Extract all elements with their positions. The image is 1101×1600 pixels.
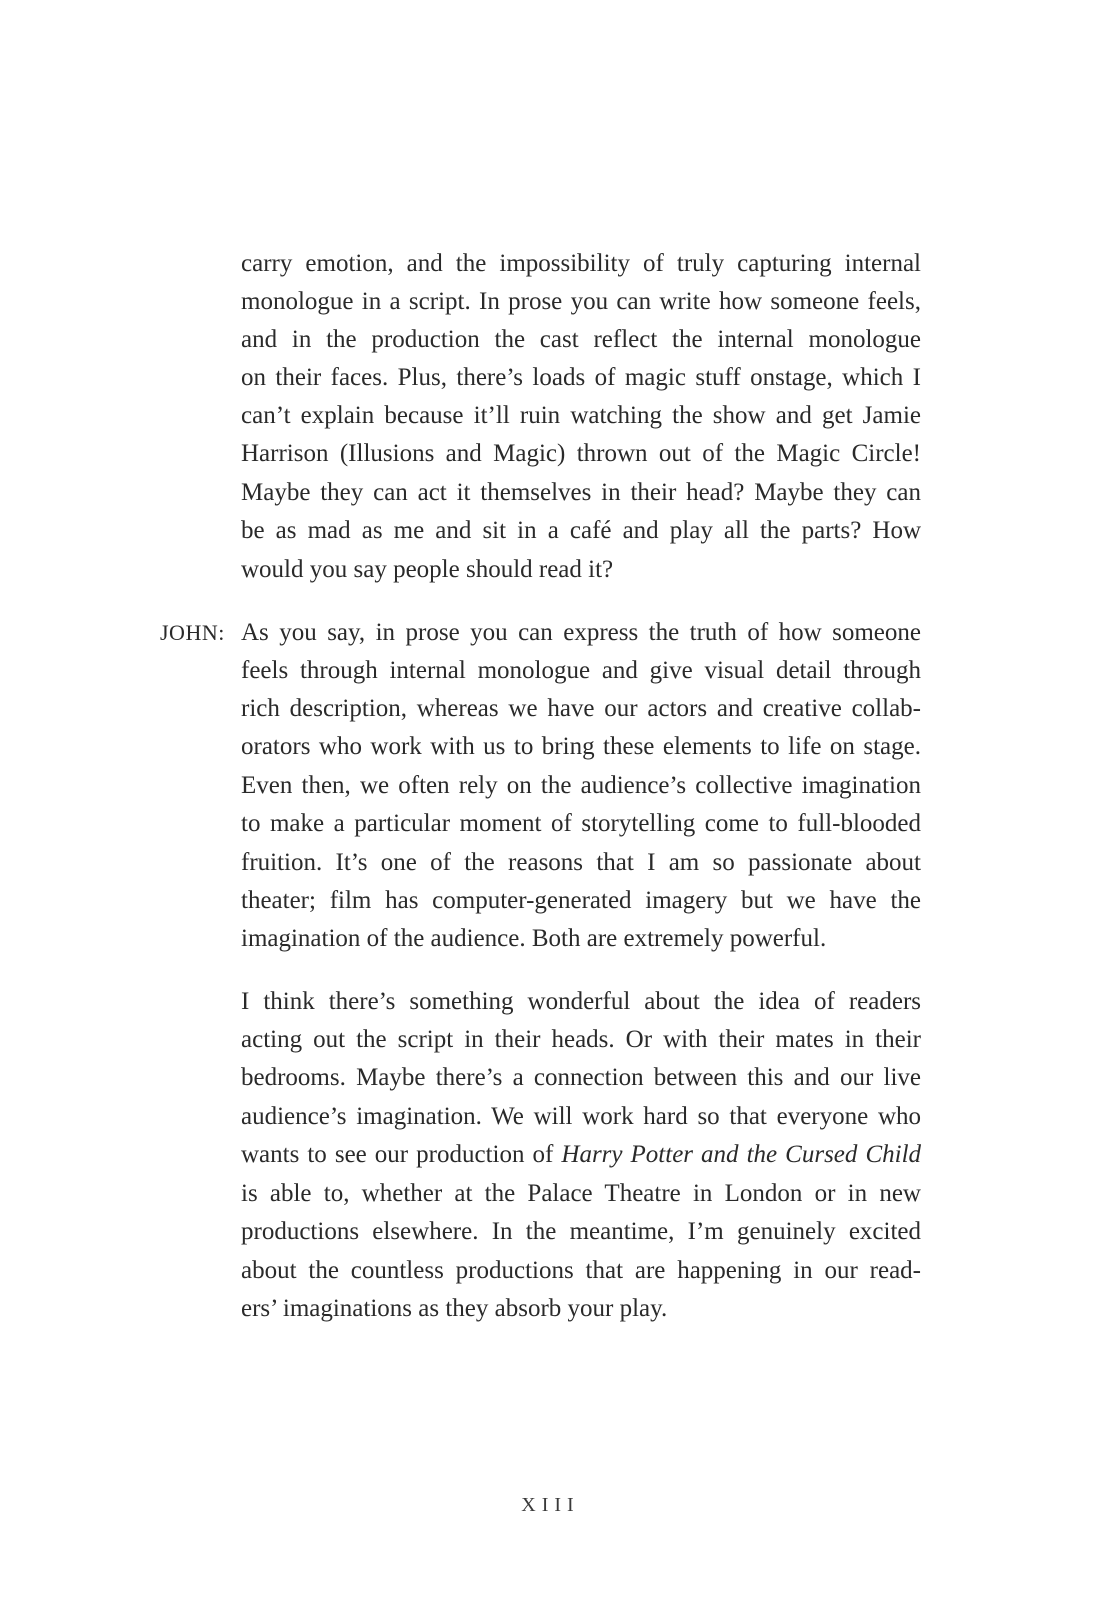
text-line: theater; film has computer-generated imagery but we have the — [241, 887, 921, 914]
text-line: productions elsewhere. In the meantime, I’m genuinely excited — [241, 1218, 921, 1245]
text-line: Harrison (Illusions and Magic) thrown out of the Magic Circle! — [241, 440, 921, 467]
text-line: bedrooms. Maybe there’s a connection between this and our live — [241, 1064, 921, 1091]
text-line: As you say, in prose you can express the truth of how someone — [241, 619, 921, 646]
text-line: ers’ imaginations as they absorb your play. — [241, 1295, 668, 1322]
text-line: imagination of the audience. Both are extremely powerful. — [241, 925, 827, 952]
page-number: XIII — [521, 1494, 580, 1516]
text-line: feels through internal monologue and give visual detail through — [241, 657, 921, 684]
text-line: to make a particular moment of storytelling come to full-blooded — [241, 810, 921, 837]
book-title: Harry Potter and the Cursed Child — [561, 1141, 922, 1168]
text-line: about the countless productions that are happening in our read- — [241, 1257, 921, 1284]
text-line: be as mad as me and sit in a café and play all the parts? How — [241, 517, 921, 544]
text-line: and in the production the cast reflect the internal monologue — [241, 326, 921, 353]
text-line: is able to, whether at the Palace Theatre in London or in new — [241, 1180, 921, 1207]
text-line: on their faces. Plus, there’s loads of magic stuff onstage, which I — [241, 364, 921, 391]
text-line: rich description, whereas we have our actors and creative collab- — [241, 695, 921, 722]
text-line: orators who work with us to bring these elements to life on stage. — [241, 733, 921, 760]
text-line: would you say people should read it? — [241, 556, 614, 583]
text-line: audience’s imagination. We will work hard so that everyone who — [241, 1103, 921, 1130]
text-line: fruition. It’s one of the reasons that I am so passionate about — [241, 849, 921, 876]
text-line: carry emotion, and the impossibility of truly capturing internal — [241, 250, 921, 277]
text-line: I think there’s something wonderful about the idea of readers — [241, 988, 921, 1015]
text-line: Even then, we often rely on the audience’s collective imagination — [241, 772, 921, 799]
text-line: can’t explain because it’ll ruin watching the show and get Jamie — [241, 402, 921, 429]
text-line — [241, 1136, 921, 1174]
speaker-label: JOHN: — [160, 620, 225, 645]
text-run: wants to see our production of — [241, 1141, 562, 1168]
text-line: monologue in a script. In prose you can write how someone feels, — [241, 288, 921, 315]
text-line: acting out the script in their heads. Or with their mates in their — [241, 1026, 921, 1053]
text-line: Maybe they can act it themselves in their head? Maybe they can — [241, 479, 921, 506]
